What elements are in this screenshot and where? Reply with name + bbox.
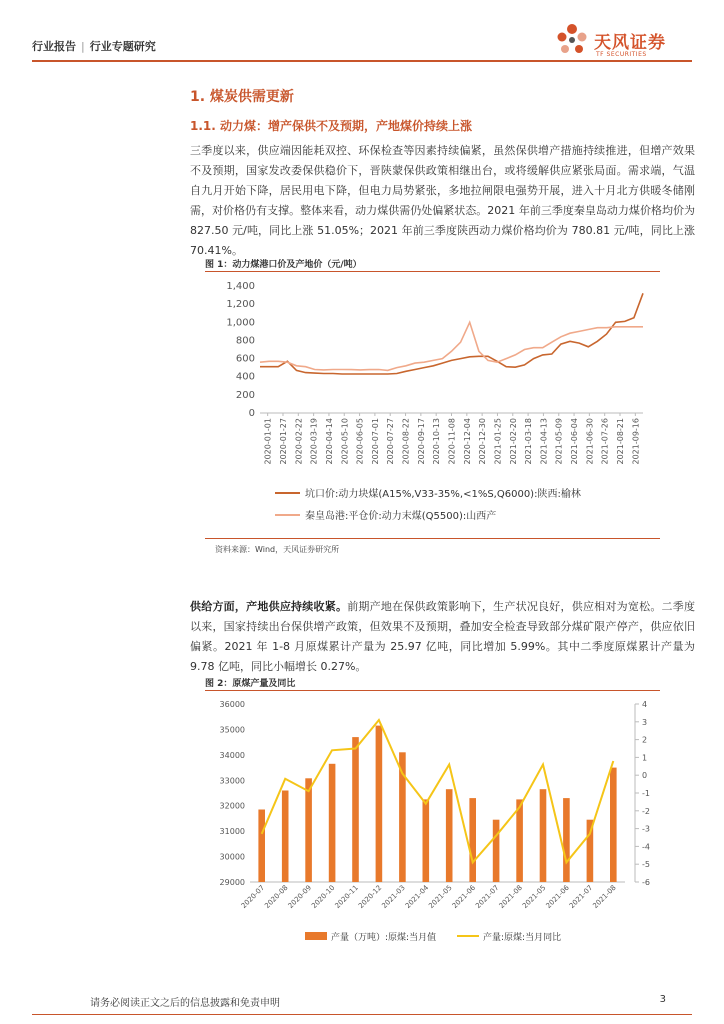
x-tick-label: 2020-11-08 — [447, 418, 457, 465]
bar — [610, 768, 617, 882]
x-tick-label: 2021-01-25 — [493, 418, 503, 465]
body-paragraph-2 — [190, 597, 695, 677]
y-left-tick-label: 33000 — [219, 776, 245, 786]
y-left-tick-label: 36000 — [219, 700, 245, 709]
footer-divider — [32, 1014, 692, 1015]
y-left-tick-label: 32000 — [219, 801, 245, 811]
figure-1-source: 资料来源：Wind，天风证券研究所 — [215, 545, 340, 554]
header-subcategory: 行业专题研究 — [89, 40, 156, 53]
x-tick-label: 2021-08 — [591, 883, 618, 911]
figure-1-bottom-rule — [205, 538, 660, 539]
body-paragraph-1: 三季度以来，供应端因能耗双控、环保检查等因素持续偏紧，虽然保供增产措施持续推进，但增产效果不及预期，国家发改委保供稳价下，晋陕蒙保供政策相继出台，或将缓解供应紧张局面。需求端，气温自九月开始下降，居民用电下降，但电力局势紧张，多地拉闸限电强势开展，进入十月北方供暖冬储刚需，对价格仍有支撑。整体来看，动力煤供需仍处偏紧状态。2021 年前三季度秦皇岛动力煤价格均价为 827.50 元/吨，同比上涨 51.05%；2021 年前三季度陕西动力煤价格均价为 780.81 元/吨，同比上涨 70.41%。 — [190, 144, 695, 257]
bar — [446, 789, 453, 882]
x-tick-label: 2020-07-01 — [370, 418, 380, 465]
y-tick-label: 400 — [235, 371, 255, 383]
header-breadcrumb — [32, 38, 156, 54]
x-tick-label: 2021-06-04 — [570, 418, 580, 465]
y-right-tick-label: 1 — [642, 753, 648, 763]
x-tick-label: 2021-02-20 — [508, 418, 518, 465]
y-left-tick-label: 31000 — [219, 827, 245, 837]
x-tick-label: 2020-08 — [263, 883, 290, 911]
footer-disclaimer: 请务必阅读正文之后的信息披露和免责申明 — [90, 998, 280, 1009]
x-tick-label: 2021-06 — [544, 883, 571, 911]
bar — [305, 778, 312, 882]
header-category: 行业报告 — [32, 40, 76, 53]
y-left-tick-label: 35000 — [219, 725, 245, 735]
figure-1-chart — [205, 276, 660, 536]
y-tick-label: 1,400 — [226, 281, 255, 292]
bar — [376, 726, 383, 882]
legend-label-2: 产量:原煤:当月同比 — [483, 933, 562, 943]
x-tick-label: 2020-11 — [333, 883, 360, 911]
x-tick-label: 2021-05-09 — [554, 418, 564, 465]
x-tick-label: 2020-06-05 — [355, 418, 365, 465]
x-tick-label: 2020-07 — [239, 883, 267, 911]
x-tick-label: 2021-07 — [567, 883, 595, 911]
y-right-tick-label: -1 — [642, 789, 650, 798]
x-tick-label: 2021-03-18 — [524, 418, 534, 465]
x-tick-label: 2020-12-04 — [462, 418, 472, 465]
y-right-tick-label: 2 — [642, 735, 648, 745]
bar — [540, 789, 547, 882]
paragraph-2-lead: 供给方面，产地供应持续收紧。 — [190, 600, 348, 613]
company-logo — [554, 22, 684, 64]
x-tick-label: 2021-05 — [521, 883, 548, 911]
x-tick-label: 2020-07-27 — [386, 418, 396, 465]
x-tick-label: 2021-05 — [427, 883, 454, 911]
x-tick-label: 2021-07 — [474, 883, 501, 911]
y-tick-label: 600 — [235, 353, 255, 365]
x-tick-label: 2020-02-22 — [294, 418, 304, 465]
section-title: 1. 煤炭供需更新 — [190, 89, 294, 105]
x-tick-label: 2020-08-22 — [401, 418, 411, 465]
legend-label-1: 产量（万吨）:原煤:当月值 — [331, 933, 437, 943]
y-right-tick-label: -5 — [642, 860, 650, 870]
y-left-tick-label: 30000 — [219, 852, 245, 862]
y-left-tick-label: 29000 — [219, 878, 245, 887]
section-subtitle: 1.1. 动力煤：增产保供不及预期，产地煤价持续上涨 — [190, 119, 472, 133]
x-tick-label: 2020-04-14 — [324, 418, 334, 465]
figure-2-title: 图 2：原煤产量及同比 — [205, 679, 296, 689]
y-tick-label: 0 — [248, 408, 255, 419]
logo-flower-icon — [554, 22, 590, 60]
x-tick-label: 2020-12-30 — [478, 418, 488, 465]
y-tick-label: 1,200 — [226, 299, 255, 311]
paragraph-2-body: 前期产地在保供政策影响下，生产状况良好，供应相对为宽松。二季度以来，国家持续出台保供增产政策，但效果不及预期，叠加安全检查导致部分煤矿限产停产，供应依旧偏紧。2021 年 1-8 月原煤累计产量为 25.97 亿吨，同比增加 5.99%。其中二季度原煤累计产量为 9.78 亿吨，同比小幅增长 0.27%。 — [190, 600, 696, 673]
y-right-tick-label: -3 — [642, 824, 650, 834]
logo-subtitle: TF SECURITIES — [596, 51, 647, 58]
series-line-1 — [260, 293, 643, 374]
x-tick-label: 2021-03 — [380, 883, 407, 911]
legend-swatch-1 — [305, 932, 327, 940]
page-number: 3 — [659, 994, 666, 1005]
x-tick-label: 2021-04-13 — [539, 418, 549, 465]
y-tick-label: 200 — [235, 389, 255, 401]
bar — [352, 737, 359, 882]
figure-1-top-rule — [205, 271, 660, 272]
y-tick-label: 1,000 — [226, 317, 255, 329]
x-tick-label: 2020-01-01 — [263, 418, 273, 465]
legend-label-1: 坑口价:动力块煤(A15%,V33-35%,<1%S,Q6000):陕西:榆林 — [305, 489, 581, 500]
bar — [258, 810, 265, 883]
bar — [282, 791, 289, 883]
x-tick-label: 2021-08 — [497, 883, 524, 911]
legend-label-2: 秦皇岛港:平仓价:动力末煤(Q5500):山西产 — [305, 511, 497, 522]
y-left-tick-label: 34000 — [219, 750, 245, 760]
y-right-tick-label: -2 — [642, 806, 650, 816]
x-tick-label: 2020-03-19 — [309, 418, 319, 465]
header-divider — [32, 60, 692, 62]
x-tick-label: 2021-06-30 — [585, 418, 595, 465]
header-separator: | — [81, 40, 85, 53]
figure-2-top-rule — [205, 690, 660, 691]
figure-2-chart — [205, 694, 660, 954]
bar — [516, 799, 523, 882]
y-tick-label: 800 — [235, 335, 255, 347]
y-right-tick-label: 0 — [642, 771, 648, 781]
y-right-tick-label: -6 — [642, 878, 650, 887]
y-right-tick-label: 4 — [642, 700, 648, 709]
x-tick-label: 2020-10-13 — [432, 418, 442, 465]
x-tick-label: 2020-01-27 — [278, 418, 288, 465]
x-tick-label: 2021-06 — [450, 883, 478, 911]
x-tick-label: 2020-05-10 — [340, 418, 350, 465]
bar — [469, 798, 476, 882]
bar — [423, 799, 430, 882]
x-tick-label: 2020-10 — [310, 883, 337, 911]
x-tick-label: 2021-04 — [403, 883, 431, 911]
figure-1-title: 图 1：动力煤港口价及产地价（元/吨） — [205, 260, 362, 270]
x-tick-label: 2020-12 — [356, 883, 384, 911]
yoy-line — [262, 720, 614, 862]
x-tick-label: 2020-09-17 — [416, 418, 426, 465]
y-right-tick-label: 3 — [642, 717, 648, 727]
x-tick-label: 2021-09-16 — [631, 418, 641, 465]
bar — [493, 820, 500, 882]
x-tick-label: 2021-07-26 — [600, 418, 610, 465]
bar — [563, 798, 570, 882]
x-tick-label: 2021-08-21 — [616, 418, 626, 465]
x-tick-label: 2020-09 — [286, 883, 314, 911]
y-right-tick-label: -4 — [642, 842, 650, 852]
logo-name: 天风证券 — [594, 33, 666, 53]
bar — [329, 764, 336, 882]
